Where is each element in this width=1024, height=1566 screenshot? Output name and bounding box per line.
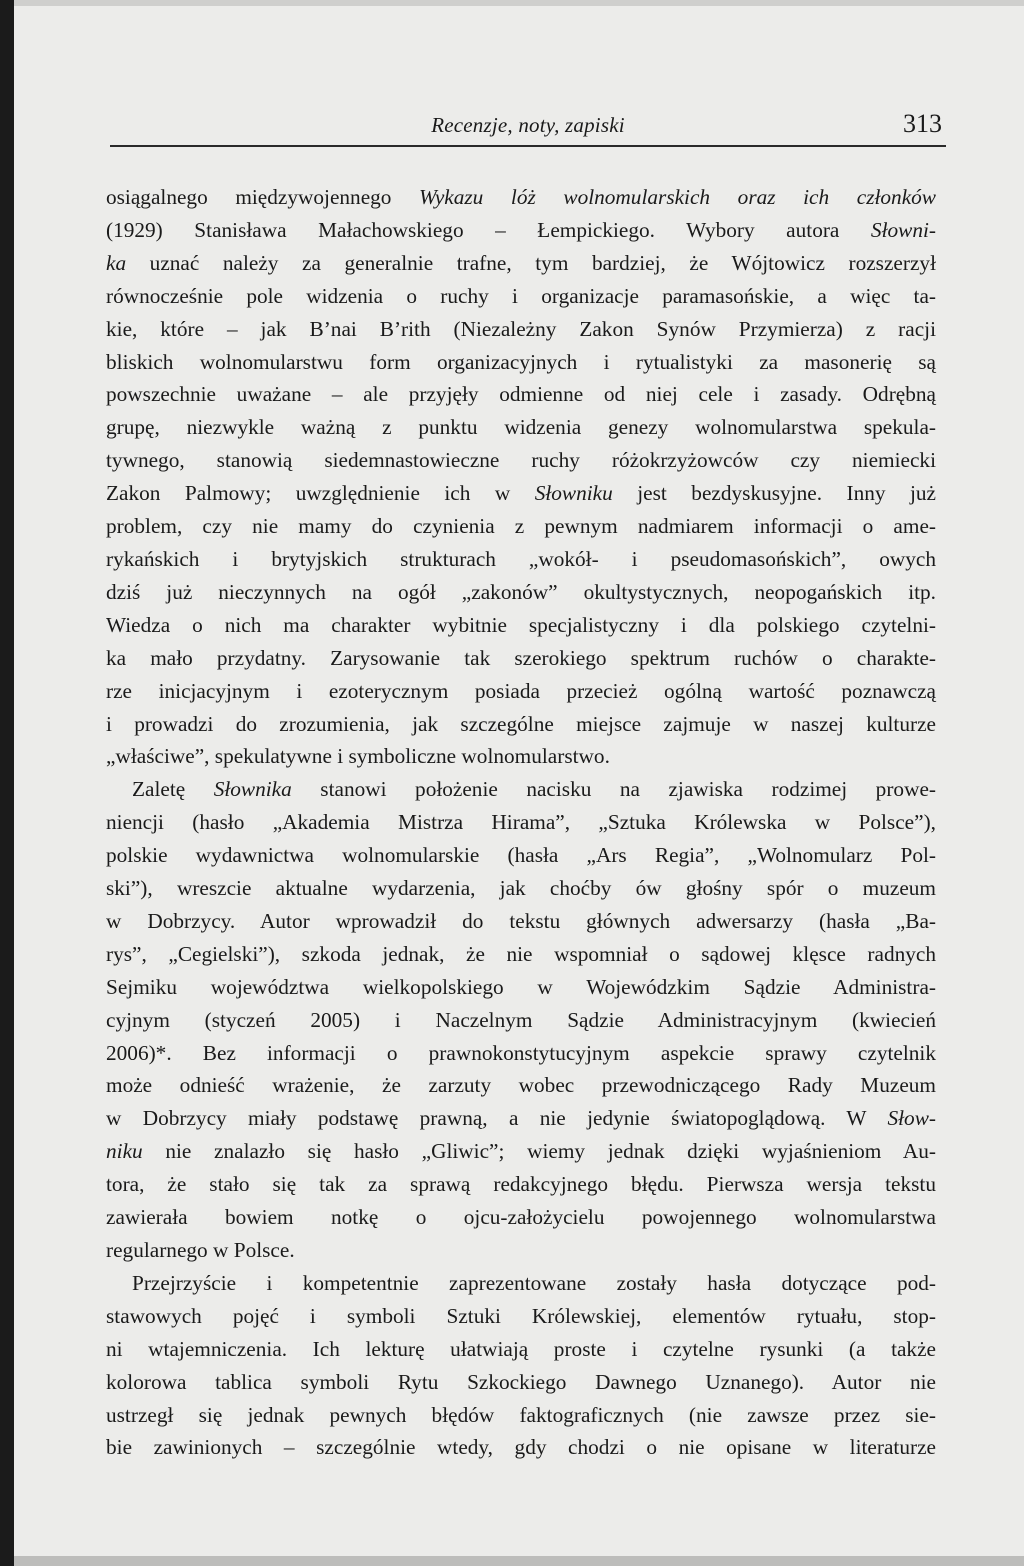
italic-title: Słowniku <box>534 481 613 506</box>
text-line: Sejmiku województwa wielkopolskiego w Wojewódzkim Sądzie Administra- <box>106 974 936 999</box>
text-line: rys”, „Cegielski”), szkoda jednak, że nie wspomniał o sądowej klęsce radnych <box>106 941 936 966</box>
text-line: Zakon Palmowy; uwzględnienie ich w Słowniku jest bezdyskusyjne. Inny już <box>106 481 937 506</box>
text-line: regularnego w Polsce. <box>106 1238 295 1262</box>
text-line: „właściwe”, spekulatywne i symboliczne wolnomularstwo. <box>106 744 610 769</box>
text-line: kolorowa tablica symboli Rytu Szkockiego Dawnego Uznanego). Autor nie <box>106 1369 936 1394</box>
running-head-title: Recenzje, noty, zapiski <box>431 113 625 137</box>
text-line: cyjnym (styczeń 2005) i Naczelnym Sądzie Administracyjnym (kwiecień <box>106 1007 936 1032</box>
text-line: tora, że stało się tak za sprawą redakcyjnego błędu. Pierwsza wersja tekstu <box>106 1172 936 1197</box>
text-line: w Dobrzycy. Autor wprowadził do tekstu głównych adwersarzy (hasła „Ba- <box>106 908 936 933</box>
text-line: (1929) Stanisława Małachowskiego – Łempickiego. Wybory autora Słowni- <box>106 217 936 242</box>
running-head <box>110 105 946 145</box>
text-line: w Dobrzycy miały podstawę prawną, a nie jedynie światopoglądową. W Słow- <box>106 1106 936 1131</box>
body-text <box>106 181 936 1464</box>
text-line: polskie wydawnictwa wolnomularskie (hasła „Ars Regia”, „Wolnomularz Pol- <box>106 843 936 868</box>
text-line: Przejrzyście i kompetentnie zaprezentowane zostały hasła dotyczące pod- <box>132 1270 936 1295</box>
text-line: niku nie znalazło się hasło „Gliwic”; wiemy jednak dzięki wyjaśnieniom Au- <box>106 1139 936 1164</box>
scan-bottom-edge <box>14 1556 1024 1566</box>
italic-title: Wykazu lóż wolnomularskich oraz ich członków <box>419 185 937 209</box>
italic-title: ka <box>106 250 127 275</box>
text-line: 2006)*. Bez informacji o prawnokonstytucyjnym aspekcie sprawy czytelnik <box>106 1040 936 1065</box>
text-line: równocześnie pole widzenia o ruchy i organizacje paramasońskie, a więc ta- <box>106 283 936 308</box>
text-line: stawowych pojęć i symboli Sztuki Królewskiej, elementów rytuału, stop- <box>106 1303 936 1328</box>
page-number: 313 <box>903 109 942 138</box>
text-line: problem, czy nie mamy do czynienia z pewnym nadmiarem informacji o ame- <box>106 514 936 539</box>
text-line: bie zawinionych – szczególnie wtedy, gdy chodzi o nie opisane w literaturze <box>106 1435 936 1460</box>
text-line: zawierała bowiem notkę o ojcu-założycielu powojennego wolnomularstwa <box>106 1205 936 1230</box>
text-line: ka uznać należy za generalnie trafne, tym bardziej, że Wójtowicz rozszerzył <box>106 250 936 275</box>
text-line: powszechnie uważane – ale przyjęły odmienne od niej cele i zasady. Odrębną <box>106 382 936 407</box>
text-line: grupę, niezwykle ważną z punktu widzenia genezy wolnomularstwa spekula- <box>106 415 936 440</box>
text-line: Zaletę Słownika stanowi położenie nacisku na zjawiska rodzimej prowe- <box>132 777 936 802</box>
text-line: bliskich wolnomularstwu form organizacyjnych i rytualistyki za masonerię są <box>106 349 936 374</box>
italic-title: Słow- <box>887 1106 936 1131</box>
text-line: ski”), wreszcie aktualne wydarzenia, jak choćby ów głośny spór o muzeum <box>106 876 936 901</box>
text-line: ka mało przydatny. Zarysowanie tak szerokiego spektrum ruchów o charakte- <box>106 645 936 670</box>
text-line: rze inicjacyjnym i ezoterycznym posiada przecież ogólną wartość poznawczą <box>106 678 936 703</box>
text-line: Wiedza o nich ma charakter wybitnie specjalistyczny i dla polskiego czytelni- <box>106 612 936 637</box>
scan-binding-edge <box>0 0 14 1566</box>
header-rule <box>110 145 946 147</box>
italic-title: Słownika <box>213 777 292 802</box>
italic-title: Słowni- <box>870 217 936 242</box>
text-line: kie, które – jak B’nai B’rith (Niezależny Zakon Synów Przymierza) z racji <box>106 316 936 341</box>
text-line: ni wtajemniczenia. Ich lekturę ułatwiają proste i czytelne rysunki (a także <box>106 1336 936 1361</box>
text-line: i prowadzi do zrozumienia, jak szczególne miejsce zajmuje w naszej kulturze <box>106 711 936 736</box>
text-line: dziś już nieczynnych na ogół „zakonów” okultystycznych, neopogańskich itp. <box>106 579 936 604</box>
text-line: może odnieść wrażenie, że zarzuty wobec przewodniczącego Rady Muzeum <box>106 1073 936 1098</box>
text-line: niencji (hasło „Akademia Mistrza Hirama”, „Sztuka Królewska w Polsce”), <box>106 810 936 835</box>
text-line: rykańskich i brytyjskich strukturach „wokół- i pseudomasońskich”, owych <box>106 546 936 571</box>
text-line: osiągalnego międzywojennego Wykazu lóż wolnomularskich oraz ich członków <box>106 185 937 209</box>
italic-title: niku <box>106 1139 143 1164</box>
text-line: tywnego, stanowią siedemnastowieczne ruchy różokrzyżowców czy niemiecki <box>106 448 936 473</box>
text-line: ustrzegł się jednak pewnych błędów faktograficznych (nie zawsze przez sie- <box>106 1402 936 1427</box>
